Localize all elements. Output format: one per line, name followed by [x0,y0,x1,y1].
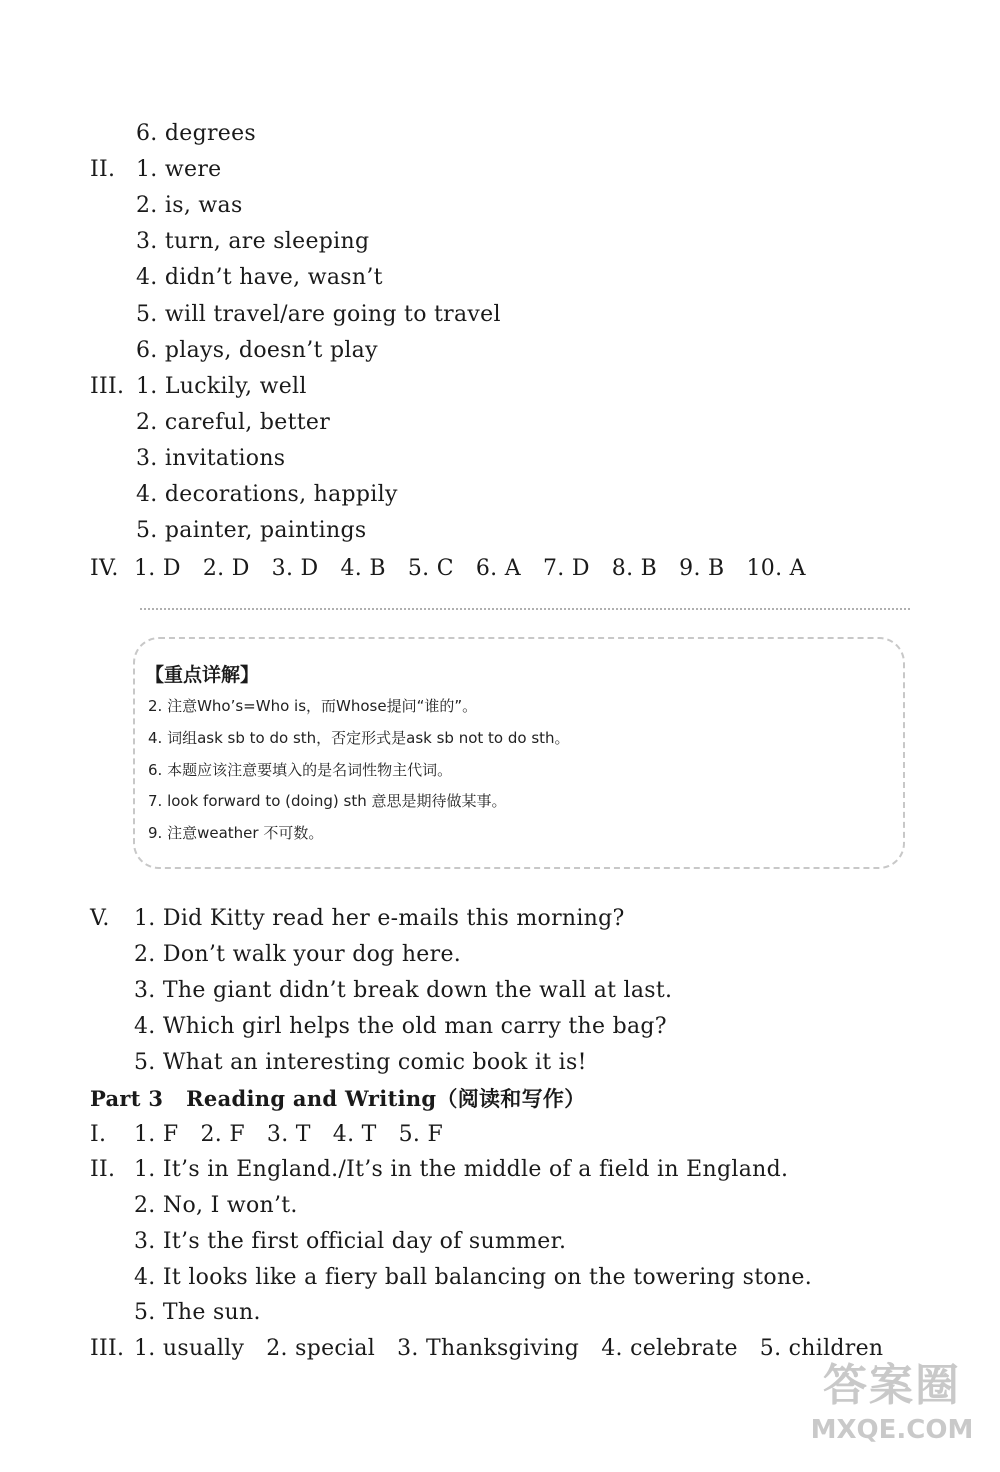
answer-item: 5. painter, paintings [136,518,367,543]
tf-answer: 1. F [134,1122,179,1147]
section-label: II. [90,157,116,182]
note-item: 2. 注意Who’s=Who is，而Whose提问“谁的”。 [148,697,478,715]
word-answers [134,1335,883,1363]
part-heading: Part 3 Reading and Writing（阅读和写作） [90,1086,586,1111]
section-label: IV. [90,556,119,581]
section-label: V. [90,906,110,931]
notes-title: 【重点详解】 [145,664,260,686]
answer-item: 2. No, I won’t. [134,1193,298,1218]
mc-answer: 3. D [271,556,319,581]
mc-answer: 8. B [611,556,658,581]
answer-item: 5. will travel/are going to travel [136,302,501,327]
section-label: I. [90,1122,107,1147]
note-item: 6. 本题应该注意要填入的是名词性物主代词。 [148,761,453,779]
tf-answer: 2. F [200,1122,245,1147]
answer-item: 3. turn, are sleeping [136,229,370,254]
word-answer: 5. children [759,1336,884,1361]
word-answer: 3. Thanksgiving [397,1336,580,1361]
true-false-answers [134,1121,465,1149]
word-answer: 4. celebrate [601,1336,738,1361]
section-label: III. [90,1336,125,1361]
word-answer: 1. usually [134,1336,245,1361]
mc-answer: 2. D [202,556,250,581]
answer-item: 1. Did Kitty read her e-mails this morning? [134,906,625,931]
answer-item: 1. It’s in England./It’s in the middle of a field in England. [134,1157,789,1182]
answer-item: 2. is, was [136,193,243,218]
mc-answer: 1. D [134,556,181,581]
mc-answer: 6. A [475,556,521,581]
tf-answer: 3. T [266,1122,311,1147]
mc-answer: 10. A [746,556,806,581]
answer-item: 6. degrees [136,121,257,146]
answer-item: 4. It looks like a fiery ball balancing on the towering stone. [134,1265,813,1290]
mc-answer: 5. C [407,556,454,581]
note-item: 7. look forward to (doing) sth 意思是期待做某事。 [148,792,507,810]
answer-item: 3. invitations [136,446,286,471]
watermark-logo: 答案圈 MXQE.COM [810,1360,974,1445]
answer-item: 2. Don’t walk your dog here. [134,942,462,967]
section-divider [140,608,910,610]
section-label: III. [90,374,125,399]
answer-item: 1. Luckily, well [136,374,307,399]
answer-item: 3. It’s the first official day of summer. [134,1229,567,1254]
answer-item: 5. The sun. [134,1300,261,1325]
note-item: 4. 词组ask sb to do sth，否定形式是ask sb not to do sth。 [148,729,570,747]
tf-answer: 5. F [398,1122,444,1147]
answer-item: 5. What an interesting comic book it is! [134,1050,587,1075]
section-label: II. [90,1157,116,1182]
mc-answer: 4. B [340,556,386,581]
multiple-choice-answers [134,555,806,583]
answer-item: 4. Which girl helps the old man carry the bag? [134,1014,667,1039]
mc-answer: 7. D [542,556,590,581]
tf-answer: 4. T [332,1122,377,1147]
word-answer: 2. special [266,1336,376,1361]
answer-item: 1. were [136,157,222,182]
note-item: 9. 注意weather 不可数。 [148,824,324,842]
answer-item: 6. plays, doesn’t play [136,338,378,363]
answer-item: 4. didn’t have, wasn’t [136,265,383,290]
answer-item: 4. decorations, happily [136,482,398,507]
answer-item: 2. careful, better [136,410,331,435]
mc-answer: 9. B [679,556,725,581]
answer-item: 3. The giant didn’t break down the wall at last. [134,978,673,1003]
